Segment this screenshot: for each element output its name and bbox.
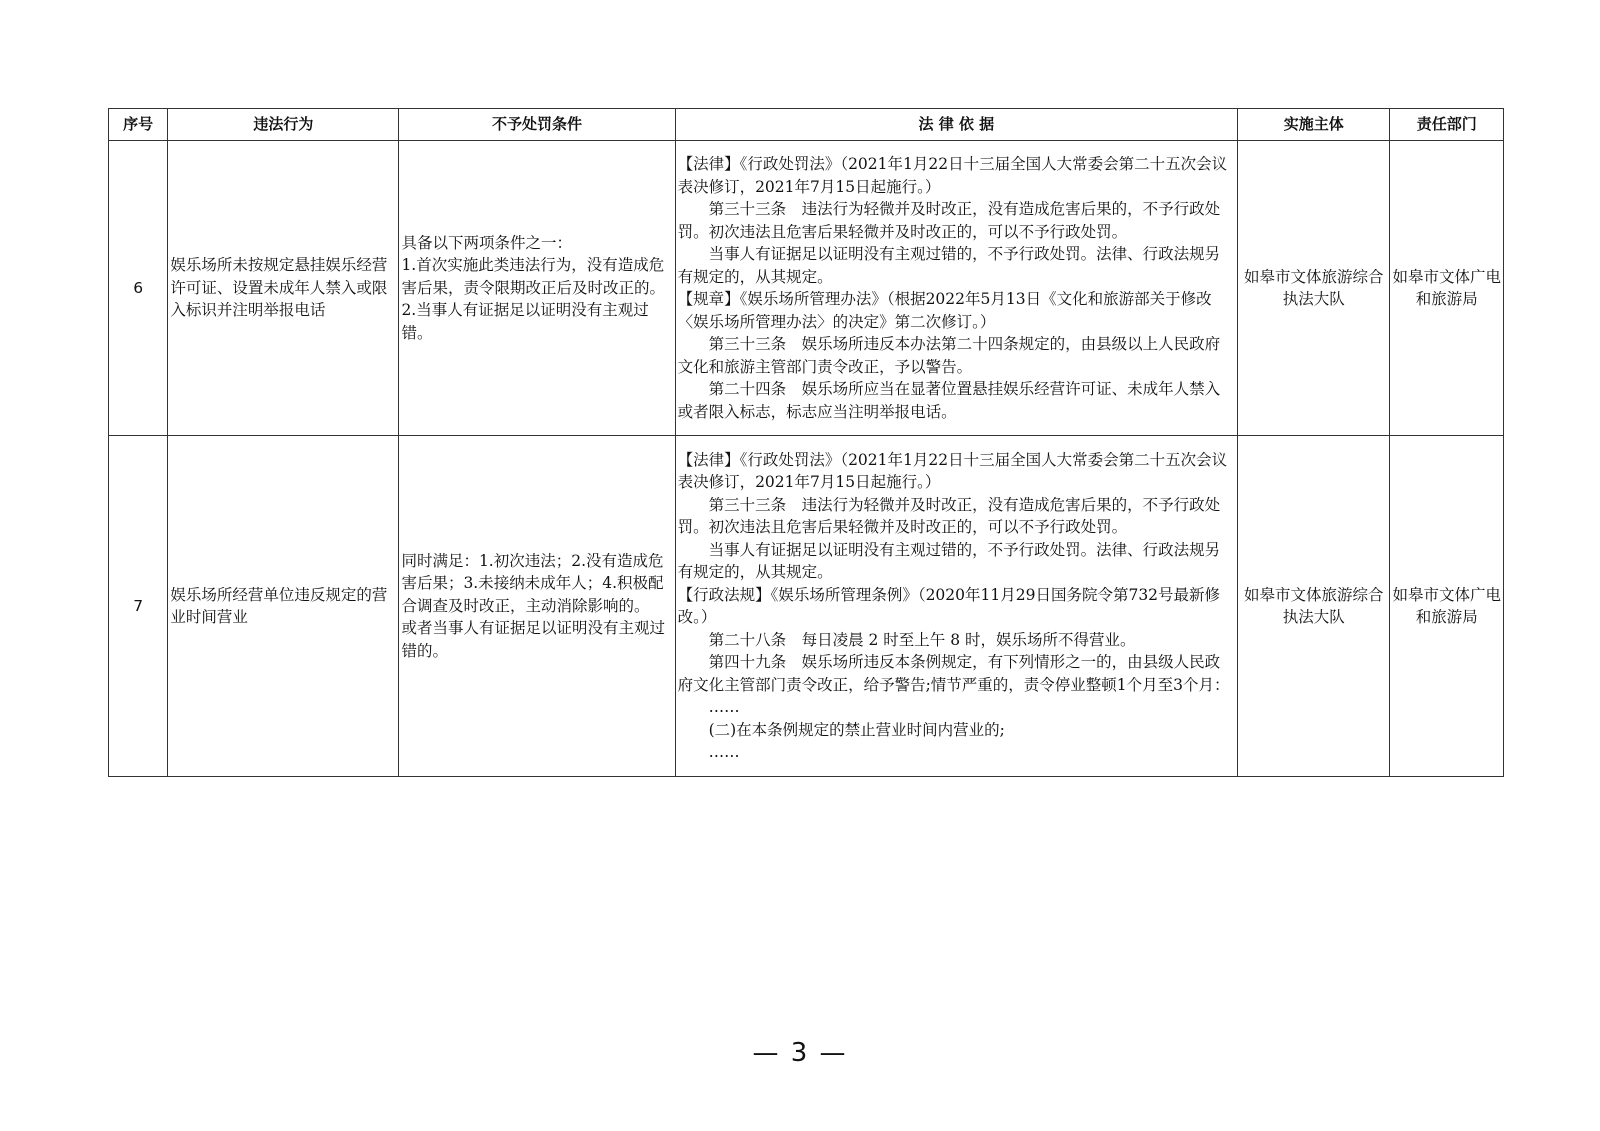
basis-article: 第四十九条 娱乐场所违反本条例规定，有下列情形之一的，由县级人民政府文化主管部门责令改正，给予警告;情节严重的，责令停业整顿1个月至3个月： [677, 653, 1230, 694]
row-executor: 如皋市文体旅游综合执法大队 [1238, 436, 1390, 777]
page-number: — 3 — [752, 1038, 848, 1068]
row-seq: 6 [109, 141, 168, 436]
table-row [109, 436, 1504, 777]
basis-article: 第二十四条 娱乐场所应当在显著位置悬挂娱乐经营许可证、未成年人禁入或者限入标志，标志应当注明举报电话。 [677, 380, 1221, 421]
row-legal-basis [675, 436, 1238, 777]
basis-article: 当事人有证据足以证明没有主观过错的，不予行政处罚。法律、行政法规另有规定的，从其规定。 [677, 245, 1221, 286]
row-department: 如皋市文体广电和旅游局 [1390, 436, 1504, 777]
header-executor: 实施主体 [1238, 109, 1390, 141]
row-violation: 娱乐场所未按规定悬挂娱乐经营许可证、设置未成年人禁入或限入标识并注明举报电话 [168, 141, 399, 436]
row-seq: 7 [109, 436, 168, 777]
table-row [109, 141, 1504, 436]
condition-line: 同时满足：1.初次违法；2.没有造成危害后果；3.未接纳未成年人；4.积极配合调查及时改正，主动消除影响的。 [401, 551, 664, 615]
basis-heading: 【行政法规】《娱乐场所管理条例》（2020年11月29日国务院令第732号最新修改。） [677, 585, 1221, 626]
basis-heading: 【规章】《娱乐场所管理办法》（根据2022年5月13日《文化和旅游部关于修改〈娱乐场所管理办法〉的决定》第二次修订。） [677, 290, 1212, 331]
condition-line: 2.当事人有证据足以证明没有主观过错。 [401, 301, 649, 342]
basis-heading: 【法律】《行政处罚法》（2021年1月22日十三届全国人大常委会第二十五次会议表决修订，2021年7月15日起施行。） [677, 450, 1228, 491]
row-violation: 娱乐场所经营单位违反规定的营业时间营业 [168, 436, 399, 777]
condition-line: 或者当事人有证据足以证明没有主观过错的。 [401, 619, 665, 660]
row-conditions [399, 141, 675, 436]
basis-article: 第三十三条 违法行为轻微并及时改正，没有造成危害后果的，不予行政处罚。初次违法且危害后果轻微并及时改正的，可以不予行政处罚。 [677, 200, 1221, 241]
basis-article: 第三十三条 违法行为轻微并及时改正，没有造成危害后果的，不予行政处罚。初次违法且危害后果轻微并及时改正的，可以不予行政处罚。 [677, 495, 1221, 536]
header-conditions: 不予处罚条件 [399, 109, 675, 141]
basis-article: 第二十八条 每日凌晨 2 时至上午 8 时，娱乐场所不得营业。 [708, 630, 1136, 649]
row-department: 如皋市文体广电和旅游局 [1390, 141, 1504, 436]
header-seq: 序号 [109, 109, 168, 141]
basis-article: (二)在本条例规定的禁止营业时间内营业的; [708, 720, 1005, 739]
basis-article: 第三十三条 娱乐场所违反本办法第二十四条规定的，由县级以上人民政府文化和旅游主管部门责令改正，予以警告。 [677, 335, 1221, 376]
basis-heading: 【法律】《行政处罚法》（2021年1月22日十三届全国人大常委会第二十五次会议表决修订，2021年7月15日起施行。） [677, 155, 1228, 196]
basis-ellipsis: …… [708, 698, 740, 716]
condition-line: 1.首次实施此类违法行为，没有造成危害后果，责令限期改正后及时改正的。 [401, 256, 665, 297]
penalty-exemption-table [108, 108, 1504, 777]
header-basis: 法 律 依 据 [675, 109, 1238, 141]
row-executor: 如皋市文体旅游综合执法大队 [1238, 141, 1390, 436]
basis-article: 当事人有证据足以证明没有主观过错的，不予行政处罚。法律、行政法规另有规定的，从其规定。 [677, 540, 1221, 581]
basis-ellipsis: …… [708, 743, 740, 761]
condition-line: 具备以下两项条件之一： [401, 233, 572, 252]
row-legal-basis [675, 141, 1238, 436]
table-header-row [109, 109, 1504, 141]
header-violation: 违法行为 [168, 109, 399, 141]
header-department: 责任部门 [1390, 109, 1504, 141]
row-conditions [399, 436, 675, 777]
